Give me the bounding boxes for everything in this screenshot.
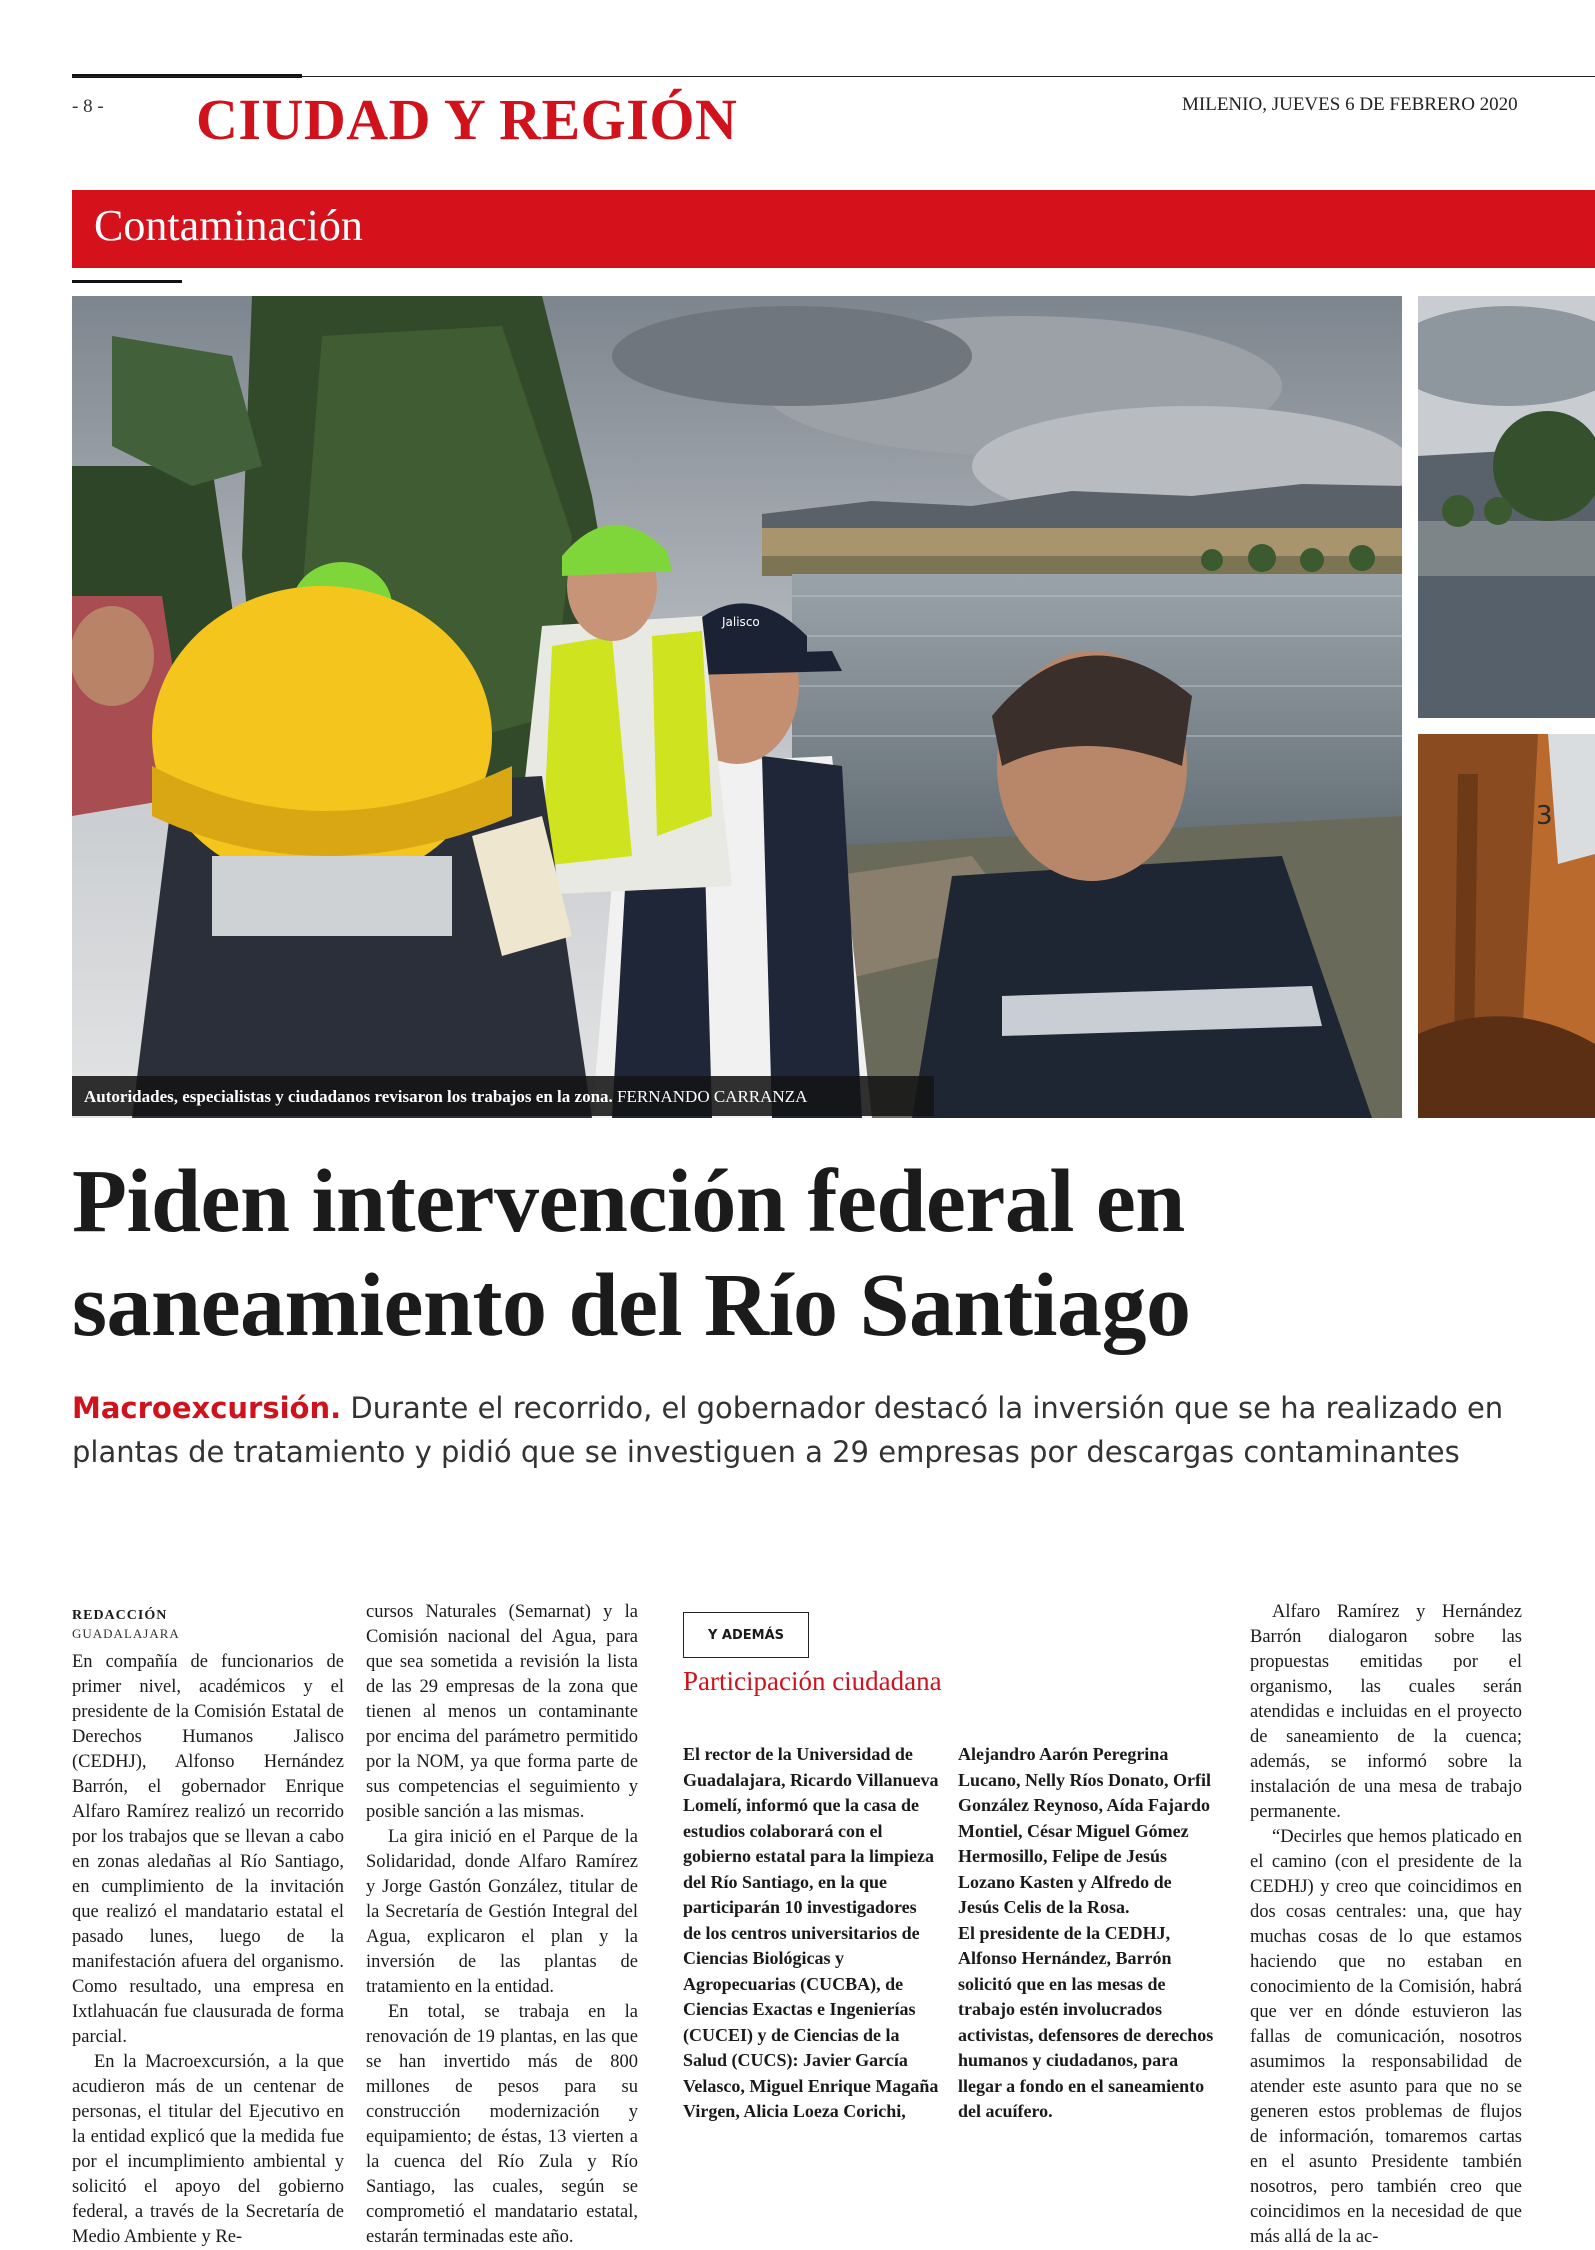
headline <box>72 1150 1592 1358</box>
paragraph: Alfaro Ramírez y Hernández Barrón dialogaron sobre las propuestas emitidas por el organismo, las cuales serán atendidas e incluidas en el proyecto de saneamiento de la cuenca; además, se informó sobre la instalación de una mesa de trabajo permanente. <box>1250 1602 1522 1822</box>
section-title: CIUDAD Y REGIÓN <box>196 87 738 152</box>
paragraph: cursos Naturales (Semarnat) y la Comisión nacional del Agua, para que sea sometida a revisión la lista de las 29 empresas de la zona que tienen al menos un contaminante por encima del parámetro permitido por la NOM, ya que forma parte de sus competencias el seguimiento y posible sanción a las mismas. <box>366 1602 638 1822</box>
header-rule <box>72 76 1595 77</box>
byline-author: REDACCIÓN <box>72 1608 168 1623</box>
sidebar-tag: Y ADEMÁS <box>683 1612 809 1658</box>
paragraph: El presidente de la CEDHJ, Alfonso Hernández, Barrón solicitó que en las mesas de trabajo estén involucrados activistas, defensores de derechos humanos y ciudadanos, para llegar a fondo en el saneamiento del acuífero. <box>958 1922 1214 2121</box>
paragraph: En total, se trabaja en la renovación de 19 plantas, en las que se han invertido más de 800 millones de pesos para su construcción modernización y equipamiento; de éstas, 13 vierten a la cuenca del Río Zula y Río Santiago, las cuales, según se comprometió el mandatario estatal, estarán terminadas este año. <box>366 2002 638 2247</box>
deck <box>72 1386 1572 1474</box>
deck-lead: Macroexcursión. <box>72 1391 342 1425</box>
sidebar-column-1 <box>683 1742 939 2125</box>
article-column-5 <box>1250 1600 1522 2250</box>
date-line: MILENIO, JUEVES 6 DE FEBRERO 2020 <box>1182 94 1518 115</box>
paragraph: En la Macroexcursión, a la que acudieron más de un centenar de personas, el titular del Ejecutivo en la entidad explicó que la medida fue por el incumplimiento ambiental y solicitó el apoyo del gobierno federal, a través de la Secretaría de Medio Ambiente y Re- <box>72 2052 344 2247</box>
headline-line-1: Piden intervención federal en <box>72 1152 1185 1251</box>
paragraph: En compañía de funcionarios de primer nivel, académicos y el presidente de la Comisión Estatal de Derechos Humanos Jalisco (CEDHJ), Alfonso Hernández Barrón, el gobernador Enrique Alfaro Ramírez realizó un recorrido por los trabajos que se llevan a cabo en zonas aledañas al Río Santiago, en cumplimiento de la invitación que realizó el mandatario estatal el pasado lunes, luego de la manifestación afuera del organismo. Como resultado, una empresa en Ixtlahuacán fue clausurada de forma parcial. <box>72 1652 344 2047</box>
paragraph: “Decirles que hemos platicado en el camino (con el presidente de la CEDHJ) y creo que coincidimos en dos cosas centrales: una, que hay muchas cosas de lo que estamos haciendo que no estaban en conocimiento de la Comisión, habrá que ver en dónde estuvieron las fallas de comunicación, nosotros asumimos la responsabilidad de atender este asunto para que no se generen estos problemas de flujos de información, tomaremos cartas en el asunto Presidente también nosotros, pero también creo que coincidimos en la necesidad de que más allá de la ac- <box>1250 1827 1522 2247</box>
paragraph: La gira inició en el Parque de la Solidaridad, donde Alfaro Ramírez y Jorge Gastón González, titular de la Secretaría de Gestión Integral del Agua, explicaron el plan y la inversión de las plantas de tratamiento en la entidad. <box>366 1827 638 1997</box>
topic-underline <box>72 280 182 283</box>
byline-place: GUADALAJARA <box>72 1626 180 1641</box>
photo-caption-text: Autoridades, especialistas y ciudadanos revisaron los trabajos en la zona. <box>84 1087 613 1106</box>
main-photo <box>72 296 1402 1118</box>
side-photo-top <box>1418 296 1595 718</box>
cap-logo-text: Jalisco <box>722 615 760 629</box>
sidebar-title: Participación ciudadana <box>683 1666 942 1696</box>
article-column-2 <box>366 1600 638 2250</box>
paragraph: El rector de la Universidad de Guadalajara, Ricardo Villanueva Lomelí, informó que la casa de estudios colaborará con el gobierno estatal para la limpieza del Río Santiago, en la que participarán 10 investigadores de los centros universitarios de Ciencias Biológicas y Agropecuarias (CUCBA), de Ciencias Exactas e Ingenierías (CUCEI) y de Ciencias de la Salud (CUCS): Javier García Velasco, Miguel Enrique Magaña Virgen, Alicia Loeza Corichi, <box>683 1744 939 2121</box>
paragraph: Alejandro Aarón Peregrina Lucano, Nelly Ríos Donato, Orfil González Reynoso, Aída Fajardo Montiel, César Miguel Gómez Hermosillo, Felipe de Jesús Lozano Kasten y Alfredo de Jesús Celis de la Rosa. <box>958 1744 1212 1917</box>
svg-text:3: 3 <box>1536 801 1553 831</box>
deck-text: Durante el recorrido, el gobernador destacó la inversión que se ha realizado en plantas de tratamiento y pidió que se investiguen a 29 empresas por descargas contaminantes <box>72 1391 1504 1469</box>
article-column-1 <box>72 1650 344 2250</box>
topic-label: Contaminación <box>94 201 363 250</box>
headline-line-2: saneamiento del Río Santiago <box>72 1256 1191 1355</box>
sidebar-column-2 <box>958 1742 1214 2125</box>
photo-caption <box>84 1087 807 1107</box>
page-number: - 8 - <box>72 96 104 117</box>
side-photo-bottom <box>1418 734 1595 1118</box>
photo-credit: FERNANDO CARRANZA <box>617 1087 808 1106</box>
